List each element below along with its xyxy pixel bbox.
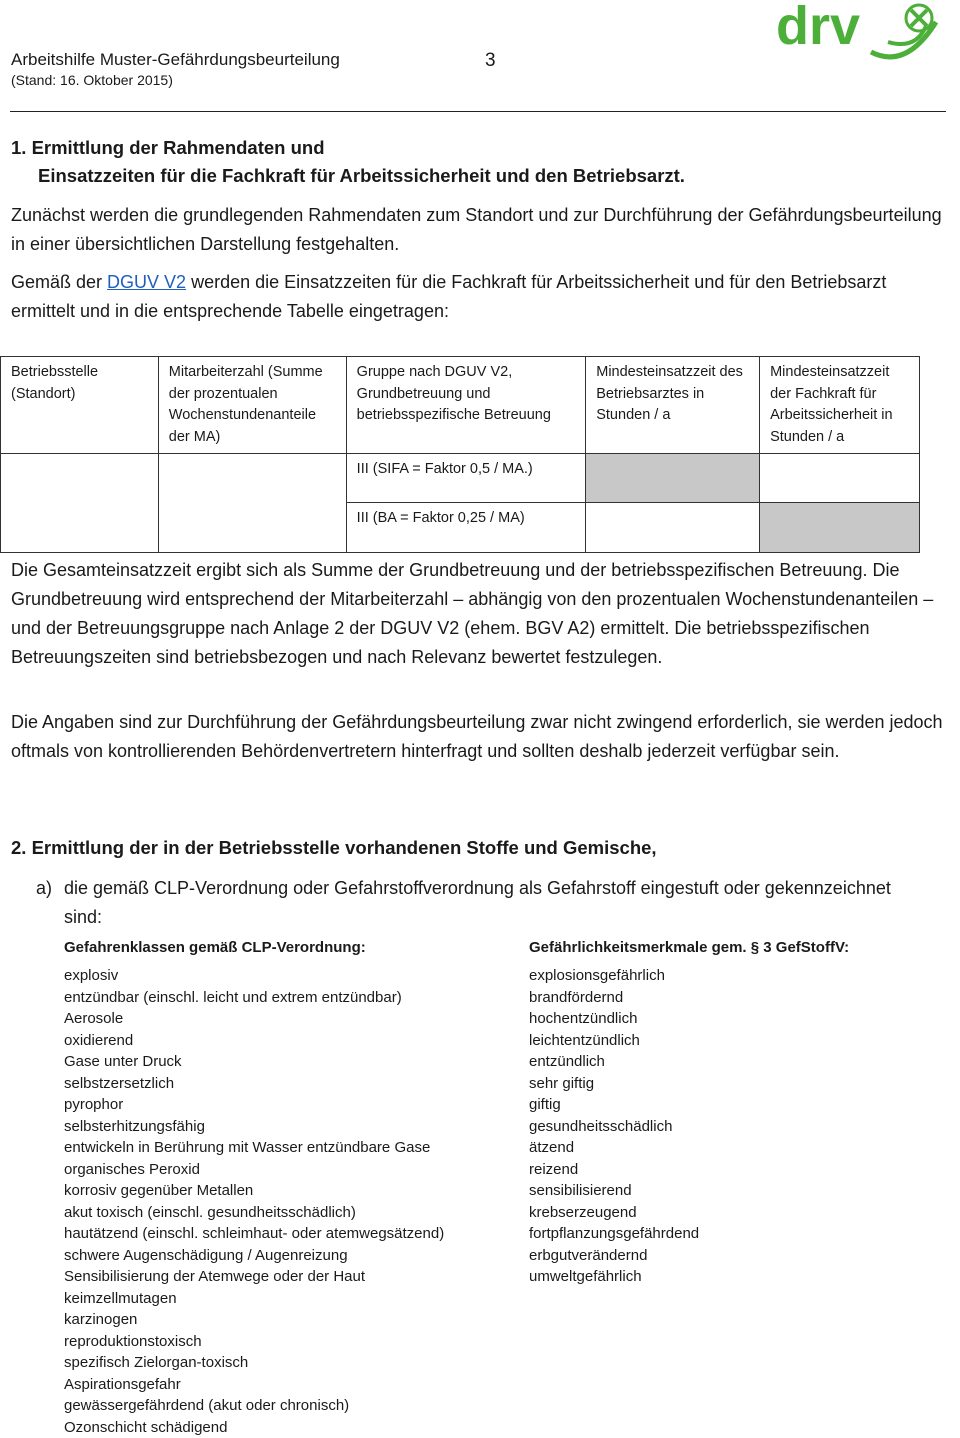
mitarbeiterzahl-cell[interactable] bbox=[158, 454, 346, 553]
drv-logo bbox=[776, 0, 946, 68]
list-item: giftig bbox=[529, 1096, 561, 1113]
list-item: oxidierend bbox=[64, 1031, 134, 1049]
list-item: organisches Peroxid bbox=[64, 1160, 200, 1178]
sifa-hours-cell[interactable] bbox=[760, 454, 920, 503]
group-sifa-cell: III (SIFA = Faktor 0,5 / MA.) bbox=[346, 454, 586, 503]
gefstoffv-heading: Gefährlichkeitsmerkmale gem. § 3 GefStoffV: bbox=[529, 939, 850, 956]
list-item: hochentzündlich bbox=[529, 1010, 638, 1027]
svg-text:drv: drv bbox=[776, 0, 861, 56]
list-item: reproduktionstoxisch bbox=[64, 1332, 202, 1350]
header-cell: Betriebsstelle (Standort) bbox=[1, 357, 159, 454]
page-number: 3 bbox=[485, 50, 496, 71]
list-item: gewässergefährdend (akut oder chronisch) bbox=[64, 1397, 350, 1414]
text: werden die Einsatzzeiten für die Fachkraft für Arbeitssicherheit und für den Betriebsarzt ermittelt und in die entsprechende Tabelle eingetragen: bbox=[11, 272, 887, 321]
list-item: schwere Augenschädigung / Augenreizung bbox=[64, 1246, 348, 1264]
paragraph-dguv bbox=[11, 268, 946, 326]
list-item: Ozonschicht schädigend bbox=[64, 1418, 228, 1436]
list-item: akut toxisch (einschl. gesundheitsschädlich) bbox=[64, 1203, 356, 1221]
header-cell: Mitarbeiterzahl (Summe der prozentualen Wochenstundenanteile der MA) bbox=[158, 357, 346, 454]
list-item: Aerosole bbox=[64, 1010, 124, 1027]
section-2-heading: 2. Ermittlung der in der Betriebsstelle vorhandenen Stoffe und Gemische, bbox=[11, 837, 657, 858]
list-item: explosionsgefährlich bbox=[529, 967, 665, 984]
header-title: Arbeitshilfe Muster-Gefährdungsbeurteilung bbox=[11, 50, 340, 69]
clp-list bbox=[64, 965, 444, 1438]
list-item: brandfördernd bbox=[529, 988, 624, 1006]
list-item: reizend bbox=[529, 1160, 579, 1178]
list-item: spezifisch Zielorgan-toxisch bbox=[64, 1354, 249, 1371]
list-item: korrosiv gegenüber Metallen bbox=[64, 1182, 254, 1199]
ba-hours-cell[interactable] bbox=[586, 503, 760, 553]
list-item: pyrophor bbox=[64, 1096, 124, 1113]
header-stand: (Stand: 16. Oktober 2015) bbox=[11, 72, 173, 88]
list-item: Sensibilisierung der Atemwege oder der Haut bbox=[64, 1268, 366, 1285]
list-item: krebserzeugend bbox=[529, 1203, 637, 1221]
item-a-label: a) bbox=[36, 878, 53, 898]
text: Gemäß der bbox=[11, 272, 108, 292]
list-item: selbstzersetzlich bbox=[64, 1074, 175, 1092]
list-item: Gase unter Druck bbox=[64, 1053, 182, 1070]
list-item: entwickeln in Berührung mit Wasser entzündbare Gase bbox=[64, 1139, 431, 1156]
shaded-cell bbox=[586, 454, 760, 503]
list-item: keimzellmutagen bbox=[64, 1289, 177, 1307]
list-item: leichtentzündlich bbox=[529, 1031, 640, 1049]
betriebsstelle-cell[interactable] bbox=[1, 454, 159, 553]
section-1-heading-cont: Einsatzzeiten für die Fachkraft für Arbeitssicherheit und den Betriebsarzt. bbox=[38, 165, 685, 186]
list-item: Aspirationsgefahr bbox=[64, 1375, 181, 1393]
einsatzzeiten-table bbox=[0, 356, 920, 553]
header-rule bbox=[10, 111, 946, 112]
shaded-cell bbox=[760, 503, 920, 553]
list-item: selbsterhitzungsfähig bbox=[64, 1117, 205, 1135]
list-item: erbgutverändernd bbox=[529, 1246, 648, 1264]
item-a-text: die gemäß CLP-Verordnung oder Gefahrstoffverordnung als Gefahrstoff eingestuft oder gekennzeichnet sind: bbox=[64, 878, 891, 927]
header-cell: Mindesteinsatzzeit des Betriebsarztes in Stunden / a bbox=[586, 357, 760, 454]
dguv-v2-link[interactable]: DGUV V2 bbox=[107, 272, 187, 292]
header-cell: Gruppe nach DGUV V2, Grundbetreuung und betriebsspezifische Betreuung bbox=[346, 357, 586, 454]
list-item: gesundheitsschädlich bbox=[529, 1117, 673, 1135]
list-item: sehr giftig bbox=[529, 1074, 595, 1092]
list-item: entzündlich bbox=[529, 1053, 605, 1070]
list-item: sensibilisierend bbox=[529, 1182, 632, 1199]
paragraph-intro: Zunächst werden die grundlegenden Rahmendaten zum Standort und zur Durchführung der Gefährdungsbeurteilung in einer übersichtlichen Darstellung festgehalten. bbox=[11, 205, 942, 254]
paragraph-gesamteinsatzzeit: Die Gesamteinsatzzeit ergibt sich als Summe der Grundbetreuung und der betriebsspezifischen Betreuung. Die Grundbetreuung wird entsprechend der Mitarbeiterzahl – abhängig von den prozentualen Wochenstundenanteilen – und der Betreuungsgruppe nach Anlage 2 der DGUV V2 (ehem. BGV A2) ermittelt. Die betriebsspezifischen Betreuungszeiten sind betriebsbezogen und nach Relevanz bewertet festzulegen. bbox=[11, 560, 934, 667]
list-item: karzinogen bbox=[64, 1311, 138, 1328]
list-item: ätzend bbox=[529, 1139, 575, 1156]
paragraph-angaben: Die Angaben sind zur Durchführung der Gefährdungsbeurteilung zwar nicht zwingend erforderlich, sie werden jedoch oftmals von kontrollierenden Behördenvertretern hinterfragt und sollten deshalb jederzeit verfügbar sein. bbox=[11, 712, 943, 761]
list-item: entzündbar (einschl. leicht und extrem entzündbar) bbox=[64, 988, 402, 1006]
list-item: umweltgefährlich bbox=[529, 1268, 642, 1285]
list-item: fortpflanzungsgefährdend bbox=[529, 1225, 700, 1242]
group-ba-cell: III (BA = Faktor 0,25 / MA) bbox=[346, 503, 586, 553]
list-item: explosiv bbox=[64, 967, 119, 984]
list-item: hautätzend (einschl. schleimhaut- oder atemwegsätzend) bbox=[64, 1225, 445, 1242]
header-cell: Mindesteinsatzzeit der Fachkraft für Arbeitssicherheit in Stunden / a bbox=[760, 357, 920, 454]
gefstoffv-list bbox=[529, 965, 699, 1288]
clp-heading: Gefahrenklassen gemäß CLP-Verordnung: bbox=[64, 939, 366, 956]
section-1-heading: 1. Ermittlung der Rahmendaten und bbox=[11, 137, 325, 158]
